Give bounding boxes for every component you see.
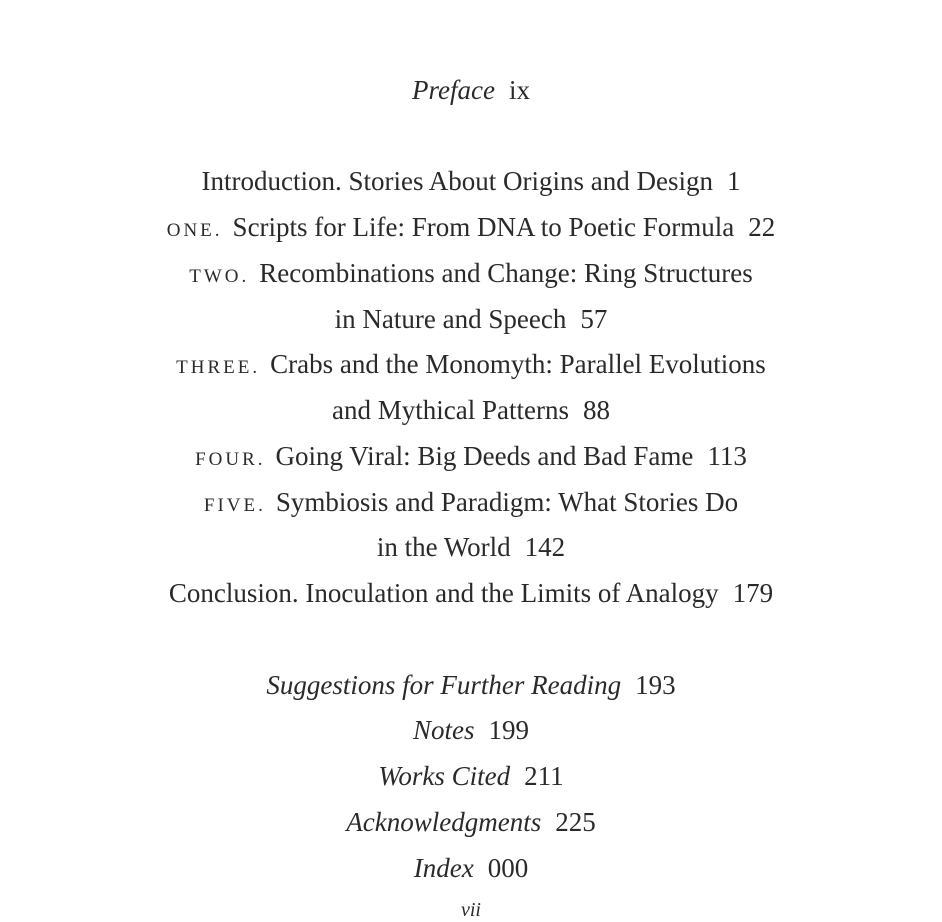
toc-entry-title: Notes — [412, 715, 475, 745]
toc-entry-page: 142 — [524, 532, 566, 562]
toc-entry-chapter-one[interactable] — [0, 211, 942, 247]
toc-entry-preface[interactable] — [0, 74, 942, 106]
toc-entry-notes[interactable] — [0, 714, 942, 746]
toc-entry-title: Suggestions for Further Reading — [266, 670, 622, 700]
toc-entry-index[interactable] — [0, 852, 942, 884]
toc-entry-title: Conclusion. Inoculation and the Limits of Analogy — [168, 578, 719, 608]
chapter-label: ONE. — [166, 220, 223, 241]
toc-entry-works-cited[interactable] — [0, 760, 942, 792]
toc-entry-title-continued: in the World — [376, 532, 511, 562]
toc-entry-title-continued: in Nature and Speech — [334, 304, 567, 334]
toc-entry-page: 179 — [732, 578, 774, 608]
toc-entry-page: 88 — [582, 395, 610, 425]
toc-entry-title: Index — [413, 853, 474, 883]
toc-entry-page: 57 — [580, 304, 608, 334]
toc-entry-page: 199 — [488, 715, 529, 745]
chapter-label: FOUR. — [195, 449, 266, 470]
chapter-label: TWO. — [189, 266, 250, 287]
toc-entry-chapter-five-continued[interactable] — [0, 531, 942, 563]
toc-entry-chapter-two[interactable] — [0, 257, 942, 293]
toc-entry-title: Introduction. Stories About Origins and Design — [201, 166, 713, 196]
toc-entry-page: 211 — [524, 761, 564, 791]
toc-entry-title: Going Viral: Big Deeds and Bad Fame — [275, 441, 694, 471]
toc-entry-title-continued: and Mythical Patterns — [332, 395, 569, 425]
toc-entry-chapter-three-continued[interactable] — [0, 394, 942, 426]
chapter-label: FIVE. — [203, 495, 266, 516]
toc-entry-conclusion[interactable] — [0, 577, 942, 609]
toc-entry-page: ix — [508, 75, 530, 105]
toc-entry-page: 22 — [748, 212, 776, 242]
toc-entry-chapter-five[interactable] — [0, 486, 942, 522]
toc-entry-page: 1 — [726, 166, 741, 196]
chapter-label: THREE. — [176, 357, 261, 378]
toc-entry-chapter-two-continued[interactable] — [0, 303, 942, 335]
toc-entry-title: Symbiosis and Paradigm: What Stories Do — [275, 487, 739, 517]
toc-entry-title: Crabs and the Monomyth: Parallel Evolutions — [270, 349, 766, 379]
toc-entry-title: Acknowledgments — [346, 807, 542, 837]
toc-entry-title: Works Cited — [378, 761, 511, 791]
toc-entry-chapter-four[interactable] — [0, 440, 942, 476]
toc-entry-page: 000 — [487, 853, 529, 883]
toc-entry-page: 113 — [707, 441, 747, 471]
toc-entry-title: Preface — [412, 75, 495, 105]
toc-entry-title: Scripts for Life: From DNA to Poetic Formula — [232, 212, 735, 242]
page-folio: vii — [461, 899, 481, 921]
toc-entry-chapter-three[interactable] — [0, 348, 942, 384]
toc-entry-acknowledgments[interactable] — [0, 806, 942, 838]
toc-entry-page: 193 — [635, 670, 676, 700]
toc-entry-further-reading[interactable] — [0, 669, 942, 701]
toc-entry-page: 225 — [555, 807, 596, 837]
toc-entry-introduction[interactable] — [0, 165, 942, 197]
toc-entry-title: Recombinations and Change: Ring Structures — [259, 258, 753, 288]
